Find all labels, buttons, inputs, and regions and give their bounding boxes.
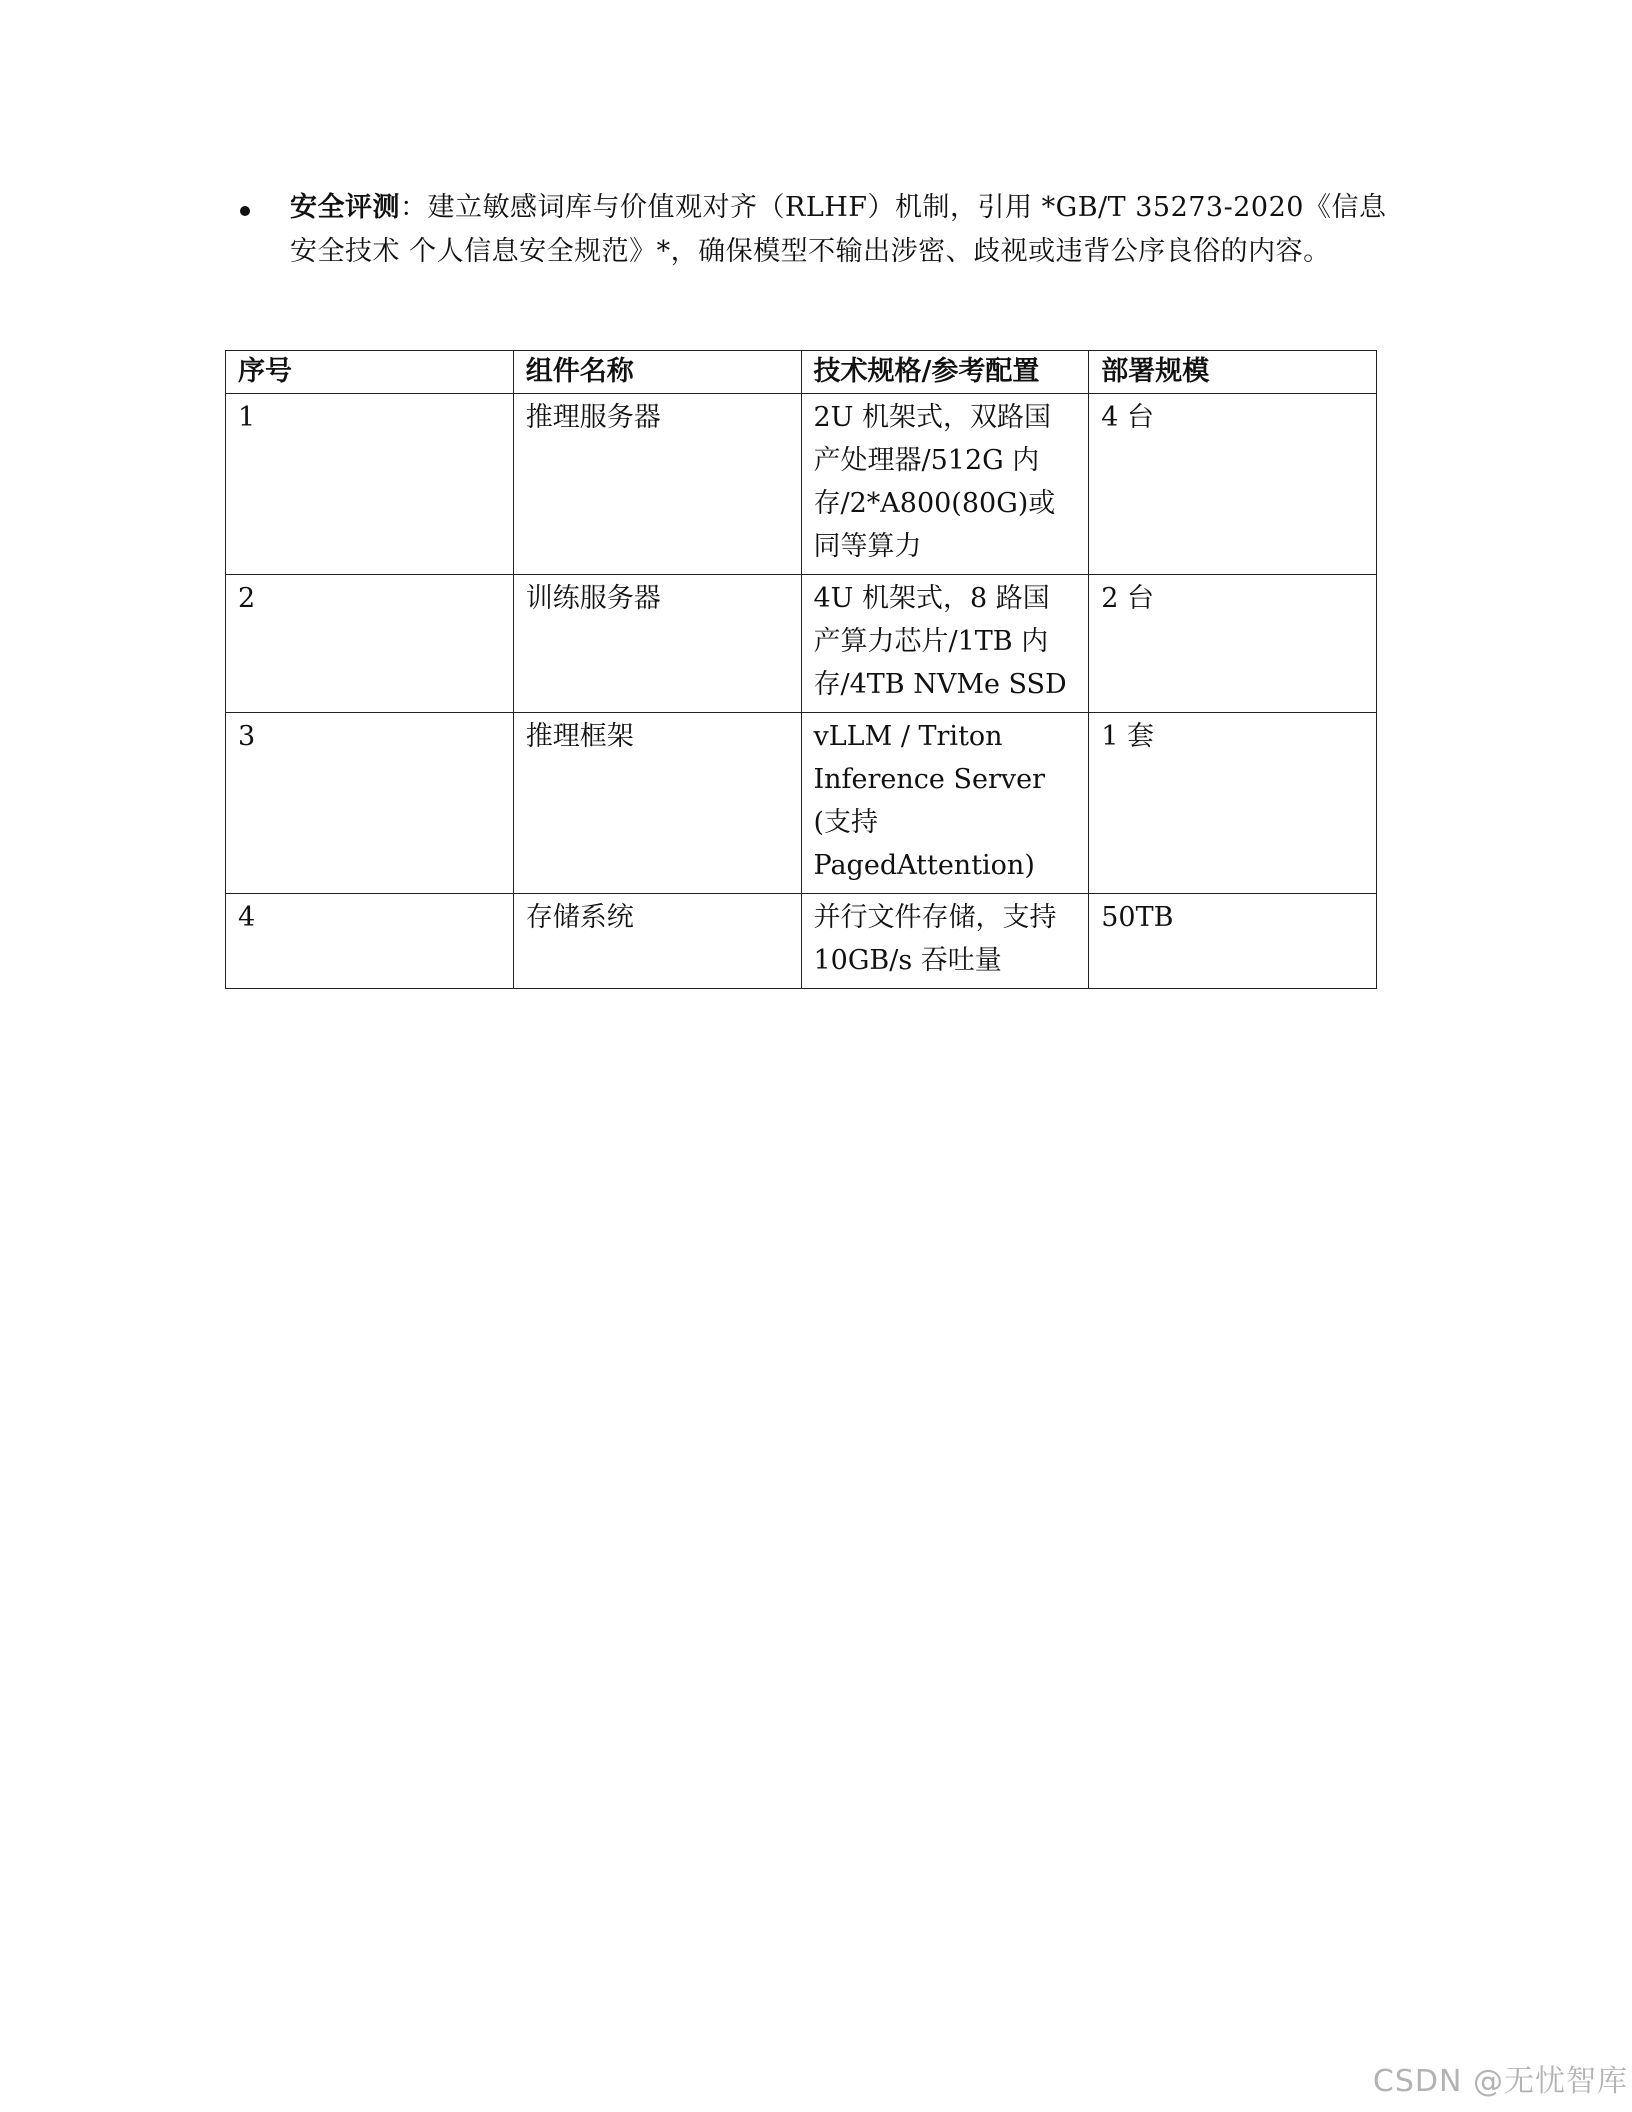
header-index: 序号 [226, 351, 514, 394]
bullet-label: 安全评测 [290, 192, 400, 223]
table-row [226, 575, 1377, 713]
bullet-paragraph [290, 186, 1400, 274]
header-spec: 技术规格/参考配置 [801, 351, 1089, 394]
header-component-name: 组件名称 [513, 351, 801, 394]
cell-index: 1 [226, 394, 514, 575]
csdn-watermark: CSDN @无忧智库 [1372, 2064, 1628, 2099]
table-header-row [226, 351, 1377, 394]
cell-spec: 并行文件存储，支持 10GB/s 吞吐量 [801, 894, 1089, 989]
component-spec-table [225, 350, 1377, 989]
cell-component-name: 推理服务器 [513, 394, 801, 575]
table-row [226, 394, 1377, 575]
cell-component-name: 训练服务器 [513, 575, 801, 713]
cell-deploy-scale: 50TB [1089, 894, 1377, 989]
cell-component-name: 推理框架 [513, 713, 801, 894]
cell-deploy-scale: 2 台 [1089, 575, 1377, 713]
cell-component-name: 存储系统 [513, 894, 801, 989]
cell-index: 3 [226, 713, 514, 894]
cell-spec: 2U 机架式，双路国产处理器/512G 内存/2*A800(80G)或同等算力 [801, 394, 1089, 575]
cell-index: 2 [226, 575, 514, 713]
cell-deploy-scale: 1 套 [1089, 713, 1377, 894]
bullet-point-icon [240, 206, 250, 216]
cell-spec: vLLM / Triton Inference Server (支持 PagedAttention) [801, 713, 1089, 894]
cell-spec: 4U 机架式，8 路国产算力芯片/1TB 内存/4TB NVMe SSD [801, 575, 1089, 713]
cell-index: 4 [226, 894, 514, 989]
table-row [226, 894, 1377, 989]
bullet-body: ：建立敏感词库与价值观对齐（RLHF）机制，引用 *GB/T 35273-2020《信息安全技术 个人信息安全规范》*，确保模型不输出涉密、歧视或违背公序良俗的内容。 [290, 192, 1387, 267]
security-evaluation-bullet [240, 186, 1400, 274]
table-row [226, 713, 1377, 894]
cell-deploy-scale: 4 台 [1089, 394, 1377, 575]
header-deploy-scale: 部署规模 [1089, 351, 1377, 394]
